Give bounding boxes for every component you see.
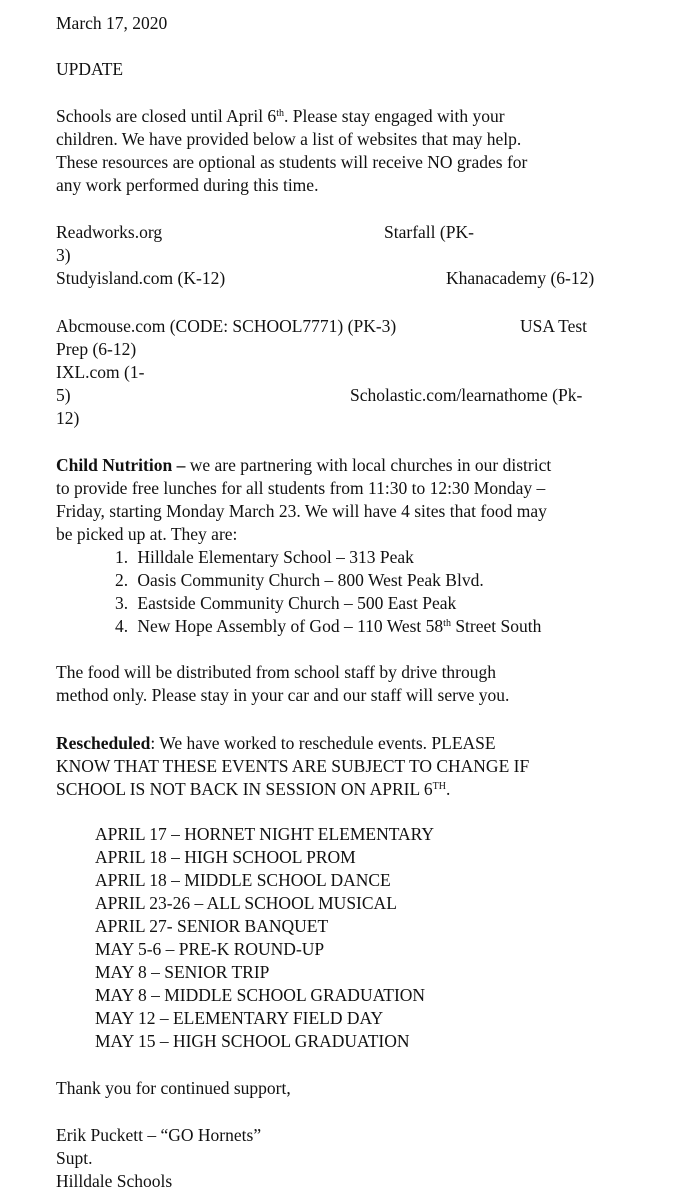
- closing-line: Thank you for continued support,: [56, 1078, 291, 1098]
- signature-org: Hilldale Schools: [56, 1171, 173, 1191]
- intro-line-4: any work performed during this time.: [56, 175, 319, 195]
- nutrition-line-4: be picked up at. They are:: [56, 524, 238, 544]
- letter-date: March 17, 2020: [56, 13, 168, 33]
- food-line-1: The food will be distributed from school staff by drive through: [56, 662, 497, 682]
- rescheduled-line-3: SCHOOL IS NOT BACK IN SESSION ON APRIL 6TH.: [56, 779, 451, 799]
- resource-starfall-wrap: 3): [56, 245, 71, 265]
- rescheduled-label: Rescheduled: [56, 733, 151, 753]
- resource-scholastic: Scholastic.com/learnathome (Pk-: [350, 385, 583, 405]
- signature-title: Supt.: [56, 1148, 93, 1168]
- nutrition-line-2: to provide free lunches for all students from 11:30 to 12:30 Monday –: [56, 478, 546, 498]
- resource-readworks: Readworks.org: [56, 222, 163, 242]
- event-item: APRIL 18 – MIDDLE SCHOOL DANCE: [95, 870, 391, 890]
- resource-usatestprep-wrap: Prep (6-12): [56, 339, 137, 359]
- event-item: MAY 5-6 – PRE-K ROUND-UP: [95, 939, 325, 959]
- resource-scholastic-wrap: 12): [56, 408, 80, 428]
- site-list-item: 4. New Hope Assembly of God – 110 West 58th Street South: [115, 616, 542, 636]
- food-line-2: method only. Please stay in your car and our staff will serve you.: [56, 685, 510, 705]
- resource-abcmouse: Abcmouse.com (CODE: SCHOOL7771) (PK-3): [56, 316, 397, 336]
- nutrition-label: Child Nutrition –: [56, 455, 186, 475]
- event-item: APRIL 18 – HIGH SCHOOL PROM: [95, 847, 356, 867]
- letter-heading: UPDATE: [56, 59, 124, 79]
- nutrition-line-3: Friday, starting Monday March 23. We will have 4 sites that food may: [56, 501, 547, 521]
- intro-line-3: These resources are optional as students will receive NO grades for: [56, 152, 528, 172]
- event-item: APRIL 17 – HORNET NIGHT ELEMENTARY: [95, 824, 435, 844]
- resource-studyisland: Studyisland.com (K-12): [56, 268, 226, 288]
- event-item: APRIL 23-26 – ALL SCHOOL MUSICAL: [95, 893, 397, 913]
- resource-starfall: Starfall (PK-: [384, 222, 474, 242]
- rescheduled-line-1: Rescheduled: We have worked to reschedule events. PLEASE: [56, 733, 496, 753]
- resource-usatestprep: USA Test: [520, 316, 588, 336]
- resource-ixl-wrap: 5): [56, 385, 71, 405]
- site-list-item: 1. Hilldale Elementary School – 313 Peak: [115, 547, 414, 567]
- site-list-item: 3. Eastside Community Church – 500 East Peak: [115, 593, 457, 613]
- resource-ixl: IXL.com (1-: [56, 362, 145, 382]
- intro-line-2: children. We have provided below a list of websites that may help.: [56, 129, 522, 149]
- rescheduled-line-2: KNOW THAT THESE EVENTS ARE SUBJECT TO CHANGE IF: [56, 756, 530, 776]
- event-item: APRIL 27- SENIOR BANQUET: [95, 916, 329, 936]
- event-item: MAY 8 – MIDDLE SCHOOL GRADUATION: [95, 985, 426, 1005]
- signature-name: Erik Puckett – “GO Hornets”: [56, 1125, 262, 1145]
- nutrition-line-1: Child Nutrition – we are partnering with local churches in our district: [56, 455, 552, 475]
- intro-line-1: Schools are closed until April 6th. Please stay engaged with your: [56, 106, 505, 126]
- event-item: MAY 12 – ELEMENTARY FIELD DAY: [95, 1008, 384, 1028]
- site-list-item: 2. Oasis Community Church – 800 West Peak Blvd.: [115, 570, 484, 590]
- event-item: MAY 15 – HIGH SCHOOL GRADUATION: [95, 1031, 410, 1051]
- resource-khanacademy: Khanacademy (6-12): [446, 268, 595, 288]
- event-item: MAY 8 – SENIOR TRIP: [95, 962, 270, 982]
